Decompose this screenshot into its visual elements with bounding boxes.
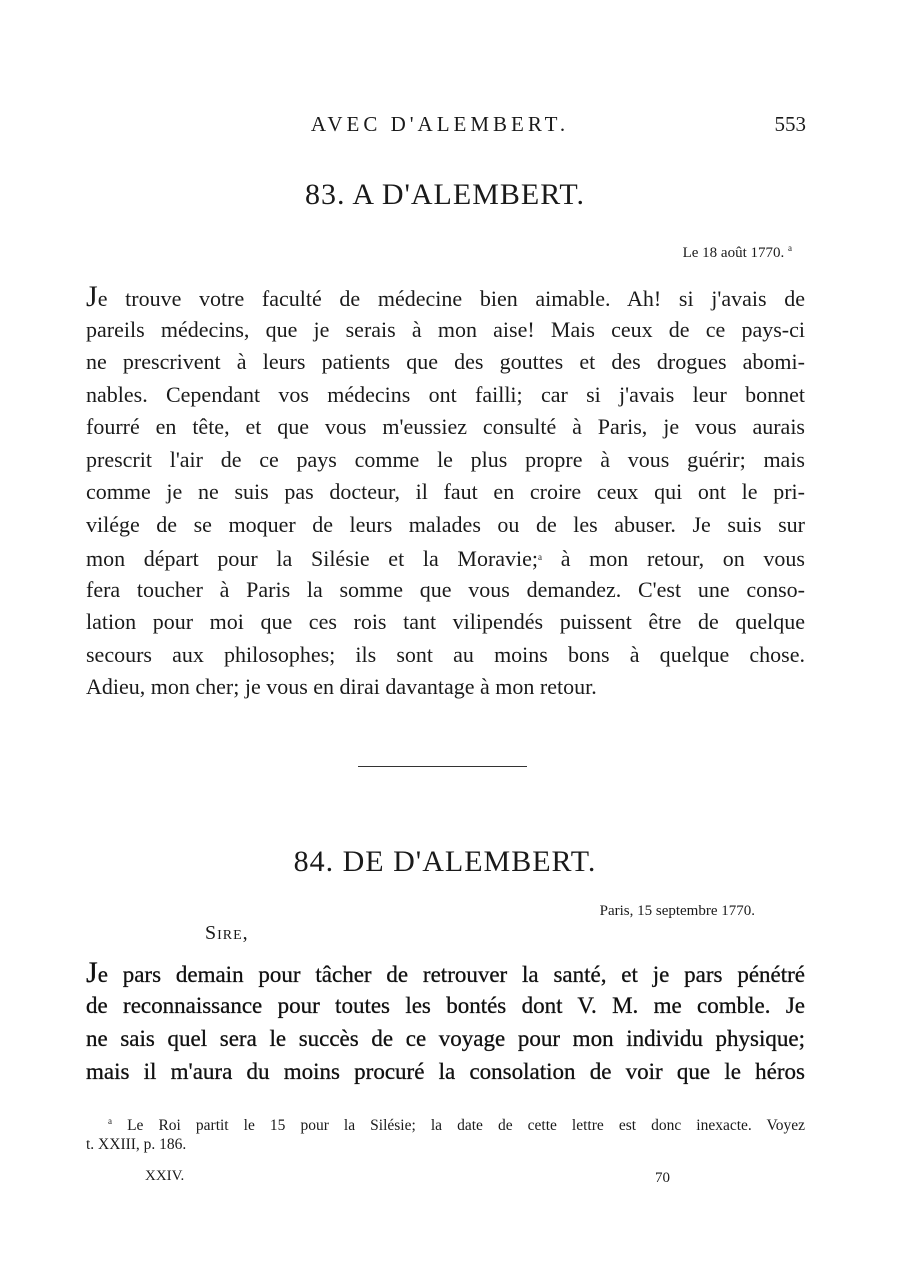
line-text: e trouve votre faculté de médecine bien aimable. Ah! si j'avais de [97,286,805,311]
body-line: lation pour moi que ces rois tant vilipendés puissent être de quelque [86,609,805,634]
footnote-marker: a [108,1116,112,1126]
body-line: pareils médecins, que je serais à mon aise! Mais ceux de ce pays-ci [86,316,805,342]
body-line: fourré en tête, et que vous m'eussiez consulté à Paris, je vous aurais [86,414,805,439]
running-title: AVEC D'ALEMBERT. [310,112,570,136]
sheet-signature: 70 [655,1170,670,1186]
letter-83-body [86,281,805,704]
volume-signature: XXIV. [145,1168,185,1184]
body-line: ne prescrivent à leurs patients que des gouttes et des drogues abomi- [86,349,805,374]
initial-letter: J [86,956,98,989]
letter-84-body [86,956,805,1088]
footnote-line [86,1112,805,1135]
body-line: de reconnaissance pour toutes les bontés dont V. M. me comble. Je [86,993,805,1018]
body-line [86,541,805,574]
footnote [86,1112,805,1154]
date-text: Le 18 août 1770. [682,245,785,261]
section-divider [358,766,527,767]
body-line: secours aux philosophes; ils sont au moins bons à quelque chose. [86,641,805,667]
body-line [86,956,805,989]
body-line: vilége de se moquer de leurs malades ou de les abuser. Je suis sur [86,511,805,537]
body-line: fera toucher à Paris la somme que vous demandez. C'est une conso- [86,576,805,602]
letter-84-date: Paris, 15 septembre 1770. [599,903,755,919]
footnote-line: t. XXIII, p. 186. [86,1136,187,1153]
body-line: nables. Cependant vos médecins ont failli; car si j'avais leur bonnet [86,381,805,407]
line-text: à mon retour, on vous [542,546,805,571]
initial-letter: J [86,280,98,313]
letter-83-title: 83. A D'ALEMBERT. [304,178,586,211]
body-line: Adieu, mon cher; je vous en dirai davantage à mon retour. [86,674,597,699]
line-text: mon départ pour la Silésie et la Moravie; [86,546,539,571]
body-line: comme je ne suis pas docteur, il faut en croire ceux qui ont le pri- [86,479,805,504]
body-line [86,281,805,314]
body-line: mais il m'aura du moins procuré la consolation de voir que le héros [86,1059,805,1084]
footnote-marker[interactable]: a [788,243,792,253]
body-line: ne sais quel sera le succès de ce voyage pour mon individu physique; [86,1026,805,1051]
line-text: e pars demain pour tâcher de retrouver la santé, et je pars pénétré [97,962,805,987]
body-line: prescrit l'air de ce pays comme le plus propre à vous guérir; mais [86,446,805,472]
page-number: 553 [774,112,806,136]
footnote-text: Le Roi partit le 15 pour la Silésie; la date de cette lettre est donc inexacte. Voyez [127,1117,805,1134]
salutation: Sire, [205,922,249,944]
footnote-marker[interactable]: a [538,552,543,562]
letter-84-title: 84. DE D'ALEMBERT. [293,845,597,878]
letter-83-date [560,243,792,262]
